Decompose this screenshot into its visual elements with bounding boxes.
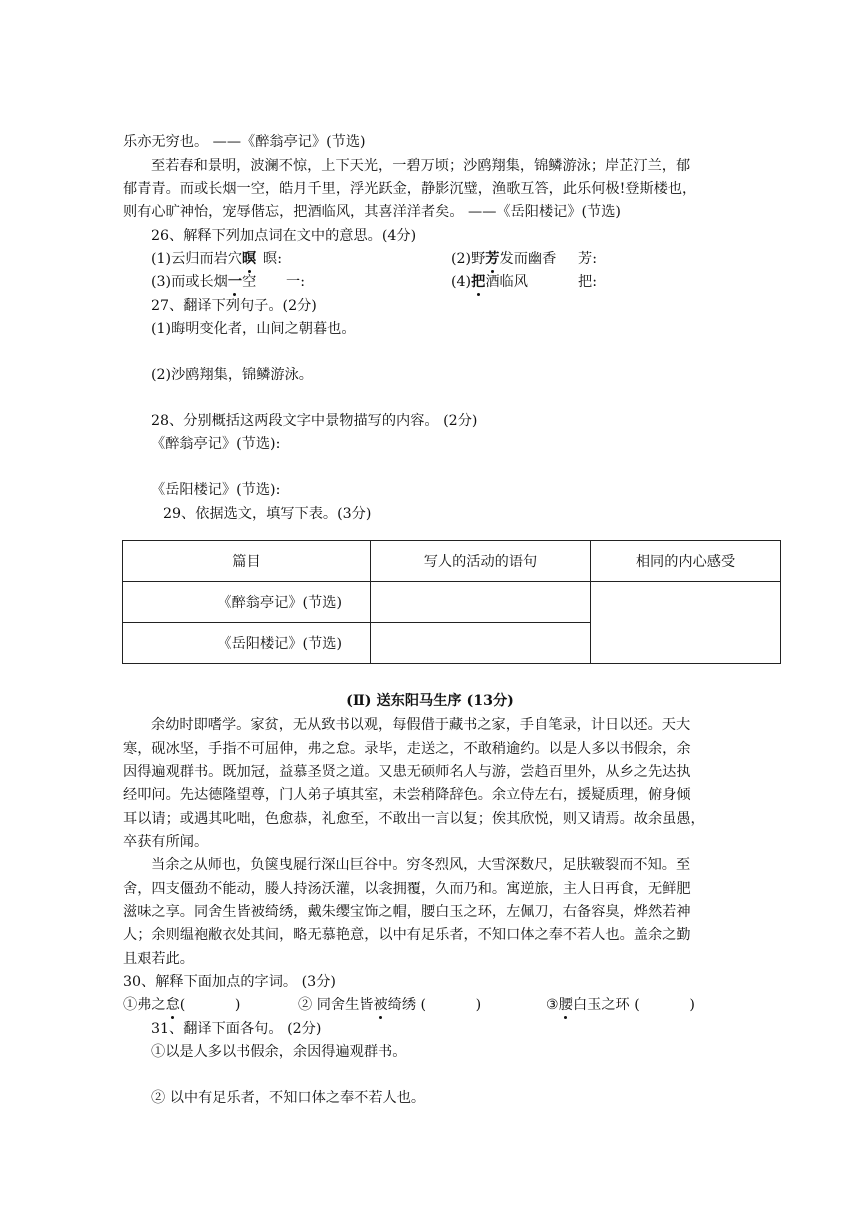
table-header-cell: 写人的活动的语句 <box>371 541 591 582</box>
table-cell-title: 《醉翁亭记》(节选) <box>123 582 371 623</box>
q26-item-4-answer: 把: <box>578 274 597 290</box>
q26-item-4-text-post: 酒临风 <box>485 274 528 290</box>
q31-sentence-2: ② 以中有足乐者，不知口体之奉不若人也。 <box>151 1090 426 1106</box>
passage-line: 人；余则缊袍敝衣处其间，略无慕艳意，以中有足乐者，不知口体之奉不若人也。盖余之勤 <box>123 927 691 943</box>
table-cell-answer[interactable] <box>371 623 591 664</box>
table-header-cell: 相同的内心感受 <box>591 541 781 582</box>
q26-item-2-text-post: 发而幽香 <box>499 251 557 267</box>
q30-item-a-text: ①弗之 <box>123 997 166 1013</box>
table-cell-title: 《岳阳楼记》(节选) <box>123 623 371 664</box>
passage-line: 耳以请；或遇其叱咄，色愈恭，礼愈至，不敢出一言以复；俟其欣悦，则又请焉。故余虽愚， <box>123 811 705 827</box>
q26-item-2-text: (2)野 <box>451 251 486 267</box>
q26-item-2-answer: 芳: <box>578 251 597 267</box>
passage-line: 因得遍观群书。既加冠，益慕圣贤之道。又患无硕师名人与游，尝趋百里外，从乡之先达执 <box>123 764 691 780</box>
question-30-title: 30、解释下面加点的字词。 (3分) <box>123 974 336 990</box>
q26-item-1-answer: 暝: <box>263 251 282 267</box>
passage-line: 至若春和景明，波澜不惊，上下天光，一碧万顷；沙鸥翔集，锦鳞游泳；岸芷汀兰，郁 <box>151 158 691 174</box>
q26-item-3-text: (3)而或长烟 <box>151 274 228 290</box>
table-cell-answer[interactable] <box>371 582 591 623</box>
passage-line: 当余之从师也，负箧曳屣行深山巨谷中。穷冬烈风，大雪深数尺，足肤皲裂而不知。至 <box>151 857 691 873</box>
q26-item-2-dotted-word: 芳 <box>485 251 500 267</box>
q30-item-c-dotted-word: 腰 <box>558 997 573 1013</box>
q26-item-3 <box>151 273 256 291</box>
q26-item-1 <box>151 250 256 268</box>
q30-item-c-text: ③ <box>546 997 559 1013</box>
q31-sentence-1: ①以是人多以书假余，余因得遍观群书。 <box>151 1044 407 1060</box>
question-29-title: 29、依据选文，填写下表。(3分) <box>163 506 372 522</box>
passage-line: 舍，四支僵劲不能动，媵人持汤沃灌，以衾拥覆，久而乃和。寓逆旅，主人日再食，无鲜肥 <box>123 881 691 897</box>
table-header-row <box>123 541 781 582</box>
question-27-title: 27、翻译下列句子。(2分) <box>151 298 317 314</box>
q26-item-3-text-post: 空 <box>242 274 257 290</box>
q30-item-b-dotted-word: 被 <box>373 997 388 1013</box>
table-cell-shared-feeling[interactable] <box>591 582 781 664</box>
q26-item-3-answer: 一: <box>286 274 305 290</box>
passage-line: 郁青青。而或长烟一空，皓月千里，浮光跃金，静影沉璧，渔歌互答，此乐何极!登斯楼也， <box>123 181 697 197</box>
q26-item-3-dotted-word: 一 <box>227 274 243 290</box>
q30-item-c-blank: 白玉之环 ( ) <box>572 997 695 1013</box>
q30-item-a-blank: ( ) <box>179 997 241 1013</box>
section-2-title: (Ⅱ) 送东阳马生序 (13分) <box>346 693 514 709</box>
q26-item-1-text: (1)云归而岩穴 <box>151 251 243 267</box>
q26-item-4-dotted-word: 把 <box>471 274 486 290</box>
table-header-cell: 篇目 <box>123 541 371 582</box>
q27-sentence-2: (2)沙鸥翔集，锦鳞游泳。 <box>151 367 313 383</box>
passage-line: 且艰若此。 <box>123 951 194 967</box>
passage-line: 卒获有所闻。 <box>123 834 209 850</box>
q26-item-4-text: (4) <box>451 274 472 290</box>
q27-sentence-1: (1)晦明变化者，山间之朝暮也。 <box>151 321 356 337</box>
q30-item-b-text: ② 同舍生皆 <box>298 997 374 1013</box>
q28-answer-a: 《醉翁亭记》(节选): <box>151 436 281 452</box>
q29-table <box>122 540 781 664</box>
passage-line: 余幼时即嗜学。家贫，无从致书以观，每假借于藏书之家，手自笔录，计日以还。天大 <box>151 717 691 733</box>
q30-item-c <box>546 996 695 1014</box>
table-row <box>123 582 781 623</box>
q30-item-b <box>298 996 481 1014</box>
passage-line: 乐亦无穷也。 ——《醉翁亭记》(节选) <box>123 134 366 150</box>
passage-line: 寒，砚冰坚，手指不可屈伸，弗之怠。录毕，走送之，不敢稍逾约。以是人多以书假余，余 <box>123 741 691 757</box>
q26-item-1-dotted-word: 暝 <box>242 251 257 267</box>
q30-item-a-dotted-word: 怠 <box>165 997 180 1013</box>
q30-item-b-blank: 绮绣 ( ) <box>387 997 482 1013</box>
question-31-title: 31、翻译下面各句。 (2分) <box>151 1021 322 1037</box>
question-26-title: 26、解释下列加点词在文中的意思。(4分) <box>151 228 417 244</box>
passage-line: 则有心旷神怡，宠辱偕忘，把酒临风，其喜洋洋者矣。 ——《岳阳楼记》(节选) <box>123 204 621 220</box>
q26-item-2 <box>451 250 556 268</box>
passage-line: 经叩问。先达德隆望尊，门人弟子填其室，未尝稍降辞色。余立侍左右，援疑质理，俯身倾 <box>123 787 691 803</box>
question-28-title: 28、分别概括这两段文字中景物描写的内容。 (2分) <box>151 413 478 429</box>
q26-item-4 <box>451 273 528 291</box>
passage-line: 滋味之享。同舍生皆被绮绣，戴朱缨宝饰之帽，腰白玉之环，左佩刀，右备容臭，烨然若神 <box>123 904 691 920</box>
q30-item-a <box>123 996 240 1014</box>
q28-answer-b: 《岳阳楼记》(节选): <box>151 482 281 498</box>
